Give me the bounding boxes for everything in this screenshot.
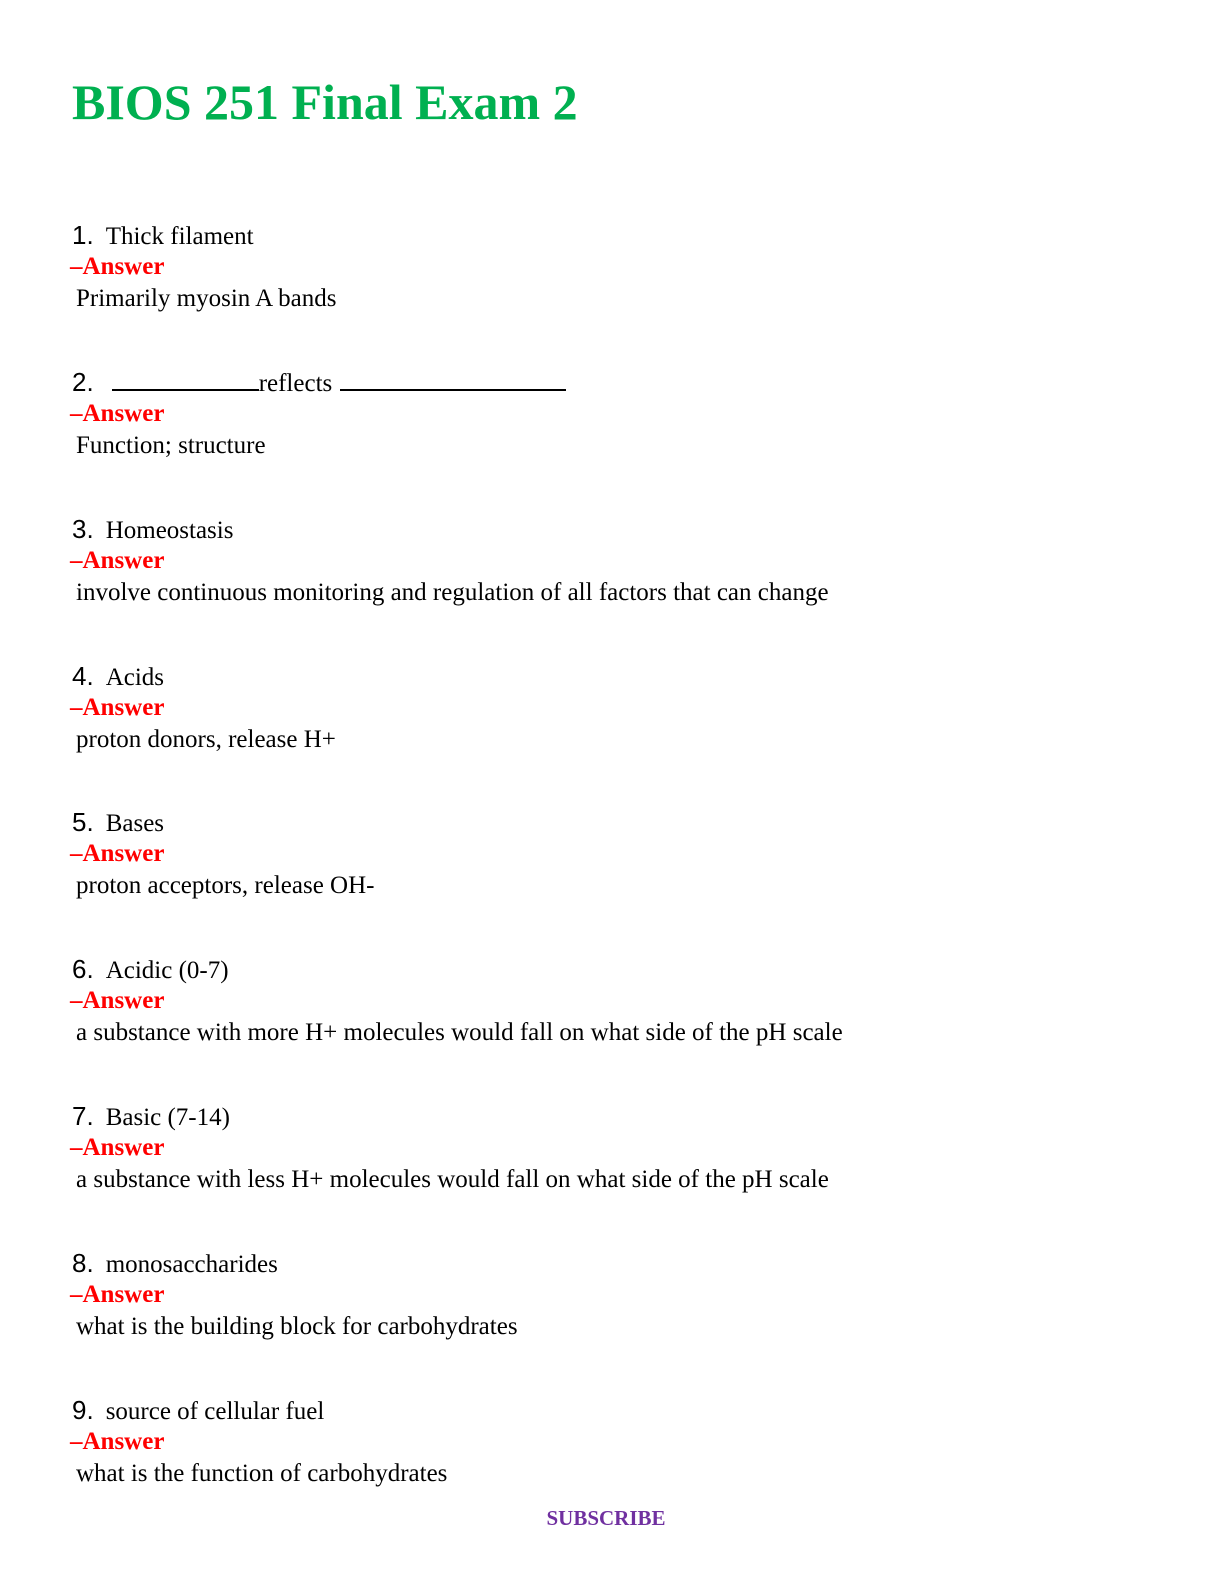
question-line bbox=[72, 1394, 324, 1426]
answer-label: –Answer bbox=[70, 547, 165, 574]
question-number: 4. bbox=[72, 661, 94, 691]
question-number: 7. bbox=[72, 1101, 94, 1131]
answer-text: Primarily myosin A bands bbox=[76, 285, 337, 312]
question-prompt-middle: reflects bbox=[258, 370, 333, 397]
answer-label: –Answer bbox=[70, 253, 165, 280]
question-prompt: Acidic (0-7) bbox=[105, 957, 229, 984]
page-title: BIOS 251 Final Exam 2 bbox=[72, 74, 578, 130]
question-number: 3. bbox=[72, 514, 94, 544]
answer-text: a substance with more H+ molecules would fall on what side of the pH scale bbox=[76, 1019, 843, 1046]
question-prompt: monosaccharides bbox=[105, 1251, 278, 1278]
question-line bbox=[72, 1247, 278, 1279]
answer-text: involve continuous monitoring and regulation of all factors that can change bbox=[76, 579, 829, 606]
answer-label: –Answer bbox=[70, 1134, 165, 1161]
question-prompt: Thick filament bbox=[105, 223, 254, 250]
answer-text: what is the building block for carbohydrates bbox=[76, 1313, 518, 1340]
answer-label: –Answer bbox=[70, 1281, 165, 1308]
subscribe-link[interactable]: SUBSCRIBE bbox=[546, 1506, 666, 1530]
answer-label: –Answer bbox=[70, 1428, 165, 1455]
question-number: 2. bbox=[72, 367, 94, 397]
fill-in-blank bbox=[340, 367, 566, 391]
question-line bbox=[72, 953, 229, 985]
question-line bbox=[72, 1100, 230, 1132]
question-prompt: source of cellular fuel bbox=[105, 1398, 325, 1425]
answer-text: a substance with less H+ molecules would fall on what side of the pH scale bbox=[76, 1166, 829, 1193]
question-line bbox=[72, 219, 254, 251]
question-number: 6. bbox=[72, 954, 94, 984]
answer-text: proton acceptors, release OH- bbox=[76, 872, 375, 899]
answer-label: –Answer bbox=[70, 694, 165, 721]
answer-text: what is the function of carbohydrates bbox=[76, 1460, 448, 1487]
question-prompt: Acids bbox=[105, 664, 165, 691]
answer-label: –Answer bbox=[70, 987, 165, 1014]
answer-text: proton donors, release H+ bbox=[76, 726, 336, 753]
question-prompt: Bases bbox=[105, 810, 165, 837]
question-number: 5. bbox=[72, 807, 94, 837]
answer-label: –Answer bbox=[70, 840, 165, 867]
question-prompt: Homeostasis bbox=[105, 517, 234, 544]
question-prompt bbox=[112, 367, 567, 400]
question-line bbox=[72, 806, 164, 838]
question-line bbox=[72, 513, 233, 545]
question-line bbox=[72, 660, 164, 692]
fill-in-blank bbox=[112, 367, 259, 391]
question-number: 9. bbox=[72, 1395, 94, 1425]
question-number: 1. bbox=[72, 220, 94, 250]
question-line bbox=[72, 366, 566, 398]
question-prompt: Basic (7-14) bbox=[105, 1104, 230, 1131]
question-number: 8. bbox=[72, 1248, 94, 1278]
answer-text: Function; structure bbox=[76, 432, 266, 459]
answer-label: –Answer bbox=[70, 400, 165, 427]
